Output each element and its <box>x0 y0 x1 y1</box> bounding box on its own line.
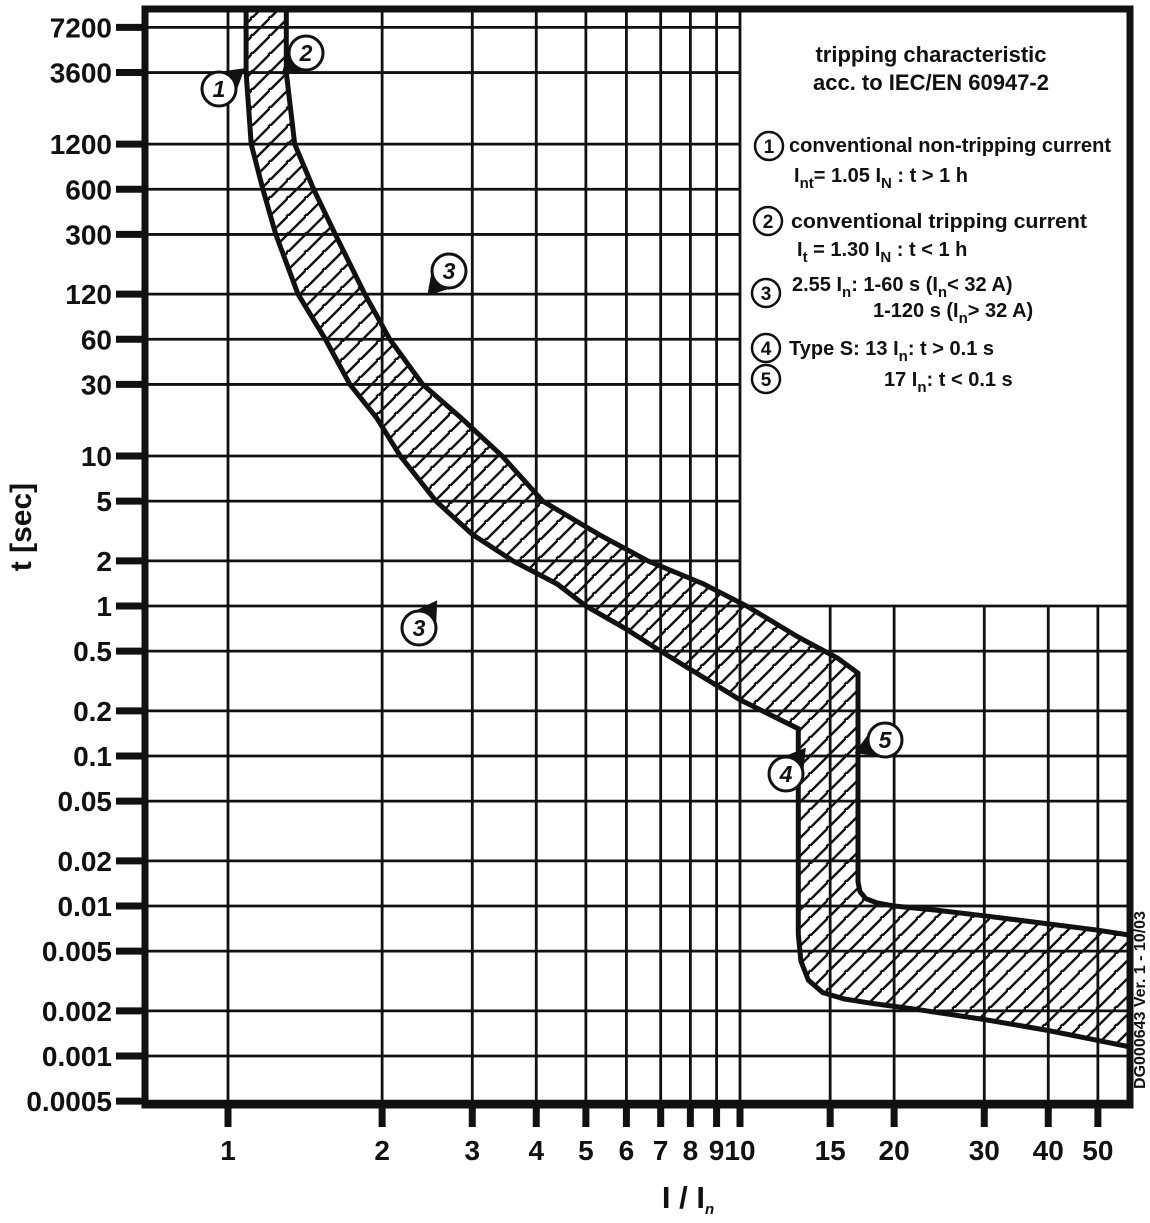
x-tick-labels <box>220 1135 1113 1166</box>
legend-item-number: 2 <box>762 212 774 233</box>
svg-text:2.55 In: 1-60 s (In< 32 A): 2.55 $I_n$: 1-60 s ($I_n< 32$ A) <box>792 274 1013 301</box>
y-tick-label: 600 <box>65 174 112 206</box>
x-tick-label: 9 <box>708 1135 725 1166</box>
legend-item-4 <box>752 334 994 365</box>
legend-item-number: 5 <box>760 370 772 391</box>
x-axis-title <box>662 1180 714 1218</box>
curve-marker-4 <box>769 748 806 791</box>
y-tick-label: 7200 <box>49 12 112 44</box>
svg-text:17 In: t < 0.1 s: 17 $I_n$: t < 0.1 s <box>884 369 1013 396</box>
x-tick-label: 30 <box>968 1135 1000 1166</box>
x-tick-label: 20 <box>878 1135 910 1166</box>
curve-marker-3 <box>427 254 466 296</box>
y-tick-label: 30 <box>80 369 112 401</box>
y-tick-label: 1200 <box>49 129 112 161</box>
svg-text:It = 1.30 IN : t < 1 h: $I_t = 1.30$ $I_N$ : t < 1 h <box>797 239 968 266</box>
y-tick-label: 120 <box>65 279 112 311</box>
x-tick-label: 15 <box>814 1135 846 1166</box>
y-tick-label: 300 <box>65 219 112 251</box>
legend-item-number: 3 <box>760 284 772 305</box>
x-tick-label: 7 <box>652 1135 669 1166</box>
y-tick-label: 0.002 <box>41 995 112 1027</box>
y-tick-label: 10 <box>80 441 112 472</box>
svg-text:Type S: 13 In: t > 0.1 s: Type S: 13 $I_n$: t > 0.1 s <box>789 338 994 365</box>
svg-text:conventional tripping current: conventional tripping current <box>791 211 1088 233</box>
marker-number: 5 <box>878 727 892 753</box>
y-tick-label: 3600 <box>49 57 112 89</box>
y-tick-label: 0.5 <box>73 636 112 668</box>
marker-number: 1 <box>212 76 226 102</box>
legend-item-number: 4 <box>760 339 772 360</box>
y-tick-label: 60 <box>80 324 112 356</box>
x-tick-label: 50 <box>1082 1135 1114 1166</box>
curve-marker-1 <box>202 68 245 106</box>
tripping-band <box>246 8 1130 1047</box>
y-tick-label: 0.005 <box>41 936 112 968</box>
y-axis-title: t [sec] <box>5 482 38 572</box>
y-tick-label: 1 <box>96 591 112 622</box>
x-tick-label: 4 <box>528 1135 545 1166</box>
svg-text:I / In: I / In <box>661 1180 715 1218</box>
tripping-band-region <box>246 8 1130 1047</box>
y-tick-label: 0.1 <box>73 741 112 772</box>
legend-item-5 <box>752 365 1013 396</box>
legend-item-1 <box>755 132 1111 192</box>
legend-item-2 <box>754 207 1087 266</box>
x-tick-label: 40 <box>1032 1135 1064 1166</box>
y-tick-label: 0.001 <box>41 1041 112 1072</box>
legend-item-number: 1 <box>763 137 775 158</box>
doc-number: DG000643 Ver. 1 - 10/03 <box>1132 911 1149 1089</box>
marker-number: 2 <box>299 40 313 66</box>
y-tick-label: 2 <box>96 545 112 577</box>
legend-title-line: tripping characteristic <box>815 42 1047 67</box>
x-tick-label: 10 <box>724 1135 756 1166</box>
y-tick-label: 5 <box>96 486 112 518</box>
marker-number: 3 <box>442 258 456 284</box>
svg-text:1-120 s (In> 32 A): 1-120 s ($I_n> 32$ A) <box>873 300 1034 327</box>
x-tick-label: 1 <box>220 1135 236 1166</box>
x-tick-label: 5 <box>578 1135 594 1166</box>
x-tick-label: 8 <box>682 1135 699 1166</box>
y-tick-label: 0.02 <box>57 845 112 877</box>
svg-text:conventional non-tripping curr: conventional non-tripping current <box>789 135 1112 157</box>
y-tick-label: 0.01 <box>57 891 112 922</box>
legend-title-line: acc. to IEC/EN 60947-2 <box>812 70 1050 95</box>
y-tick-label: 0.0005 <box>26 1086 112 1118</box>
y-tick-label: 0.2 <box>73 695 112 727</box>
marker-number: 3 <box>412 615 426 641</box>
legend-item-3 <box>752 274 1033 327</box>
y-tick-labels <box>26 12 112 1117</box>
marker-number: 4 <box>779 761 793 787</box>
curve-marker-5 <box>855 723 902 757</box>
x-tick-label: 2 <box>374 1135 390 1166</box>
svg-text:Int= 1.05 IN : t > 1 h: $I_{nt}= 1.05$ $I_N$ : t > 1 h <box>794 165 968 192</box>
y-tick-label: 0.05 <box>57 786 112 818</box>
x-tick-label: 3 <box>464 1135 481 1166</box>
x-tick-label: 6 <box>618 1135 635 1166</box>
legend <box>752 42 1111 396</box>
